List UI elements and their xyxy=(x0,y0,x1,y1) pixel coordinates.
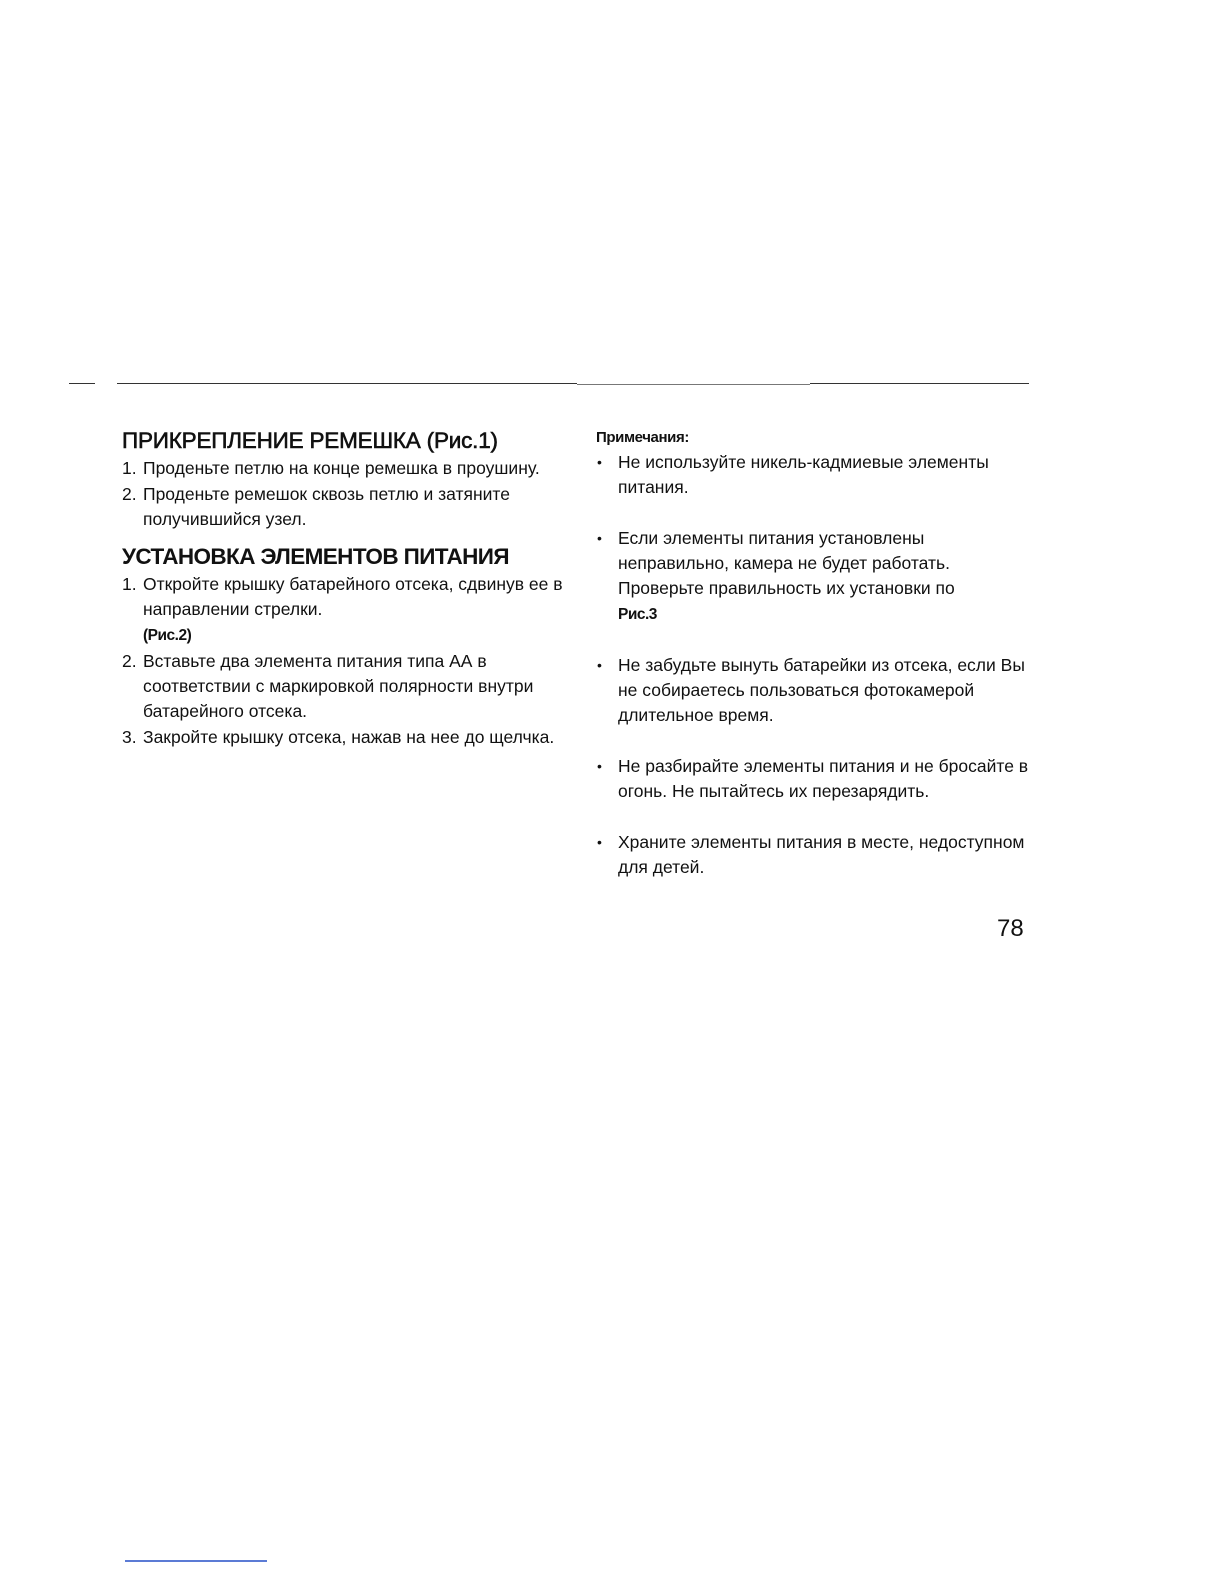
notes-list xyxy=(596,450,1036,880)
top-rule-segment xyxy=(117,383,577,384)
list-item xyxy=(122,456,572,481)
battery-steps-list xyxy=(122,572,572,750)
step-text: Проденьте ремешок сквозь петлю и затяните получившийся узел. xyxy=(143,484,510,529)
left-column xyxy=(122,426,572,751)
step-text: Откройте крышку батарейного отсека, сдвинув ее в направлении стрелки. xyxy=(143,574,563,619)
list-item xyxy=(122,725,572,750)
list-item xyxy=(122,649,572,724)
notes-title: Примечания: xyxy=(596,429,689,446)
figure-reference: Рис.3 xyxy=(618,606,657,623)
list-item xyxy=(122,482,572,532)
bullet-icon: • xyxy=(597,758,602,774)
step-number: 1. xyxy=(122,574,137,594)
top-rule-segment xyxy=(810,383,1029,384)
top-rule-segment xyxy=(69,383,95,384)
list-item xyxy=(596,830,1036,880)
step-number: 3. xyxy=(122,727,137,747)
list-item xyxy=(596,450,1036,500)
figure-reference: (Рис.2) xyxy=(143,627,192,644)
list-item xyxy=(596,526,1036,627)
step-text: Проденьте петлю на конце ремешка в проушину. xyxy=(143,458,540,478)
strap-section-title: ПРИКРЕПЛЕНИЕ РЕМЕШКА (Рис.1) xyxy=(122,428,498,453)
bottom-blue-rule xyxy=(125,1560,267,1562)
step-text: Вставьте два элемента питания типа АА в соответствии с маркировкой полярности внутри батарейного отсека. xyxy=(143,651,534,721)
strap-steps-list xyxy=(122,456,572,532)
list-item xyxy=(122,572,572,648)
note-text: Не используйте никель-кадмиевые элементы питания. xyxy=(618,452,989,497)
right-column xyxy=(596,428,1036,906)
top-rule-segment xyxy=(577,384,810,385)
bullet-icon: • xyxy=(597,657,602,673)
battery-section-title: УСТАНОВКА ЭЛЕМЕНТОВ ПИТАНИЯ xyxy=(122,544,509,569)
step-number: 1. xyxy=(122,458,137,478)
page-number: 78 xyxy=(997,915,1024,942)
step-text: Закройте крышку отсека, нажав на нее до щелчка. xyxy=(143,727,555,747)
step-number: 2. xyxy=(122,651,137,671)
step-number: 2. xyxy=(122,484,137,504)
note-text: Если элементы питания установлены неправильно, камера не будет работать. Проверьте правильность их установки по xyxy=(618,528,955,598)
note-text: Не забудьте вынуть батарейки из отсека, если Вы не собираетесь пользоваться фотокамерой длительное время. xyxy=(618,655,1025,725)
bullet-icon: • xyxy=(597,530,602,546)
bullet-icon: • xyxy=(597,454,602,470)
list-item xyxy=(596,653,1036,728)
note-text: Не разбирайте элементы питания и не бросайте в огонь. Не пытайтесь их перезарядить. xyxy=(618,756,1029,801)
note-text: Храните элементы питания в месте, недоступном для детей. xyxy=(618,832,1025,877)
list-item xyxy=(596,754,1036,804)
bullet-icon: • xyxy=(597,834,602,850)
